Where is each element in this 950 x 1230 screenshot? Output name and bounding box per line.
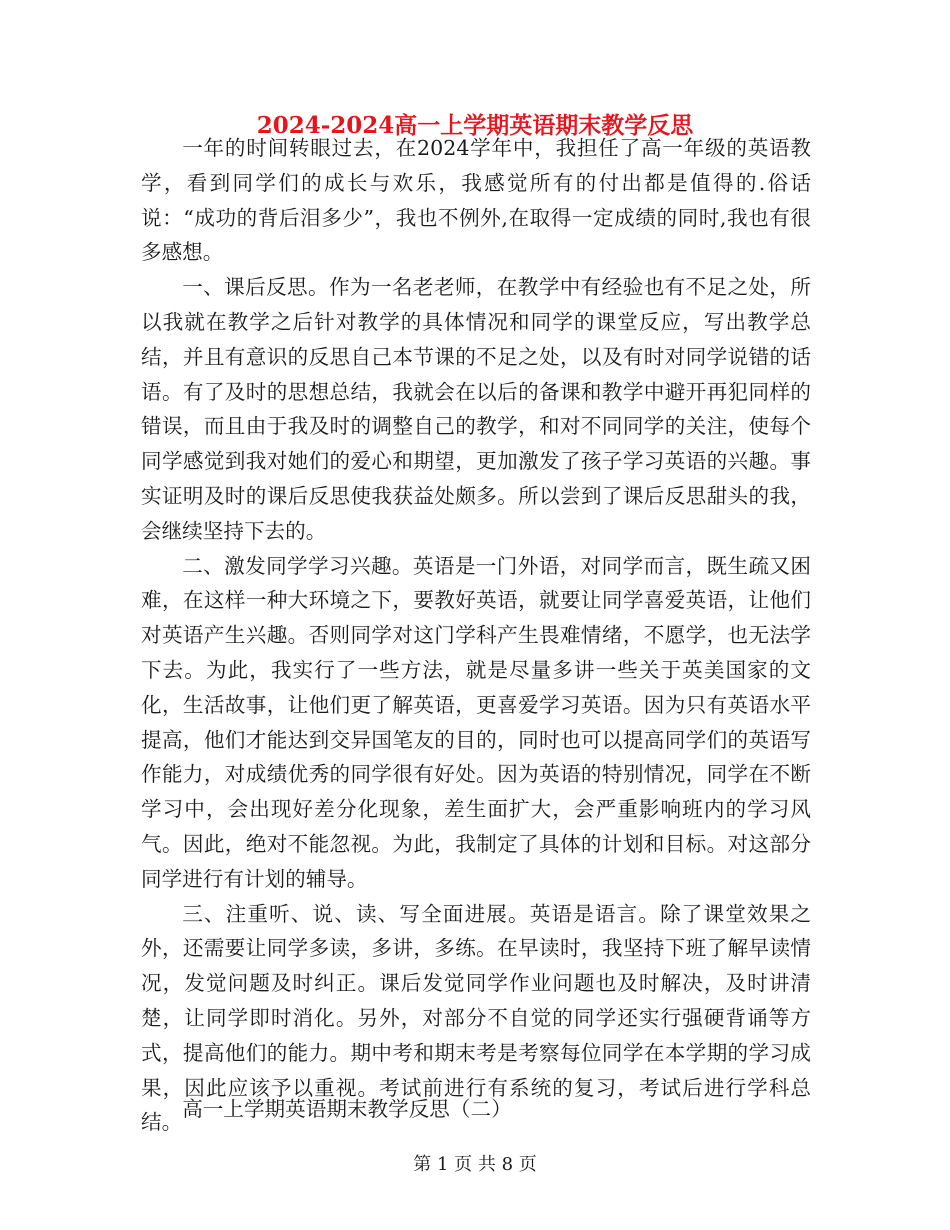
- page-footer: 第 1 页 共 8 页: [413, 1154, 537, 1175]
- document-title: 2024-2024高一上学期英语期末教学反思: [256, 112, 694, 139]
- paragraph-intro: 一年的时间转眼过去，在2024学年中，我担任了高一年级的英语教学，看到同学们的成长与欢乐，我感觉所有的付出都是值得的.俗话说：“成功的背后泪多少”，我也不例外,在取得一定成绩的同时,我也有很多感想。: [141, 136, 811, 265]
- paragraph-section-1: 一、课后反思。作为一名老老师，在教学中有经验也有不足之处，所以我就在教学之后针对教学的具体情况和同学的课堂反应，写出教学总结，并且有意识的反思自己本节课的不足之处，以及有时对同学说错的话语。有了及时的思想总结，我就会在以后的备课和教学中避开再犯同样的错误，而且由于我及时的调整自己的教学，和对不同同学的关注，使每个同学感觉到我对她们的爱心和期望，更加激发了孩子学习英语的兴趣。事实证明及时的课后反思使我获益处颇多。所以尝到了课后反思甜头的我，会继续坚持下去的。: [141, 275, 811, 543]
- document-body: [141, 131, 811, 1140]
- section-subheading: 高一上学期英语期末教学反思（二）: [182, 1097, 512, 1121]
- paragraph-section-3: 三、注重听、说、读、写全面进展。英语是语言。除了课堂效果之外，还需要让同学多读，多讲，多练。在早读时，我坚持下班了解早读情况，发觉问题及时纠正。课后发觉同学作业问题也及时解决，及时讲清楚，让同学即时消化。另外，对部分不自觉的同学还实行强硬背诵等方式，提高他们的能力。期中考和期末考是考察每位同学在本学期的学习成果，因此应该予以重视。考试前进行有系统的复习，考试后进行学科总结。: [141, 901, 811, 1135]
- paragraph-section-2: 二、激发同学学习兴趣。英语是一门外语，对同学而言，既生疏又困难，在这样一种大环境之下，要教好英语，就要让同学喜爱英语，让他们对英语产生兴趣。否则同学对这门学科产生畏难情绪，不愿学，也无法学下去。为此，我实行了一些方法，就是尽量多讲一些关于英美国家的文化，生活故事，让他们更了解英语，更喜爱学习英语。因为只有英语水平提高，他们才能达到交异国笔友的目的，同时也可以提高同学们的英语写作能力，对成绩优秀的同学很有好处。因为英语的特别情况，同学在不断学习中，会出现好差分化现象，差生面扩大，会严重影响班内的学习风气。因此，绝对不能忽视。为此，我制定了具体的计划和目标。对这部分同学进行有计划的辅导。: [141, 553, 811, 891]
